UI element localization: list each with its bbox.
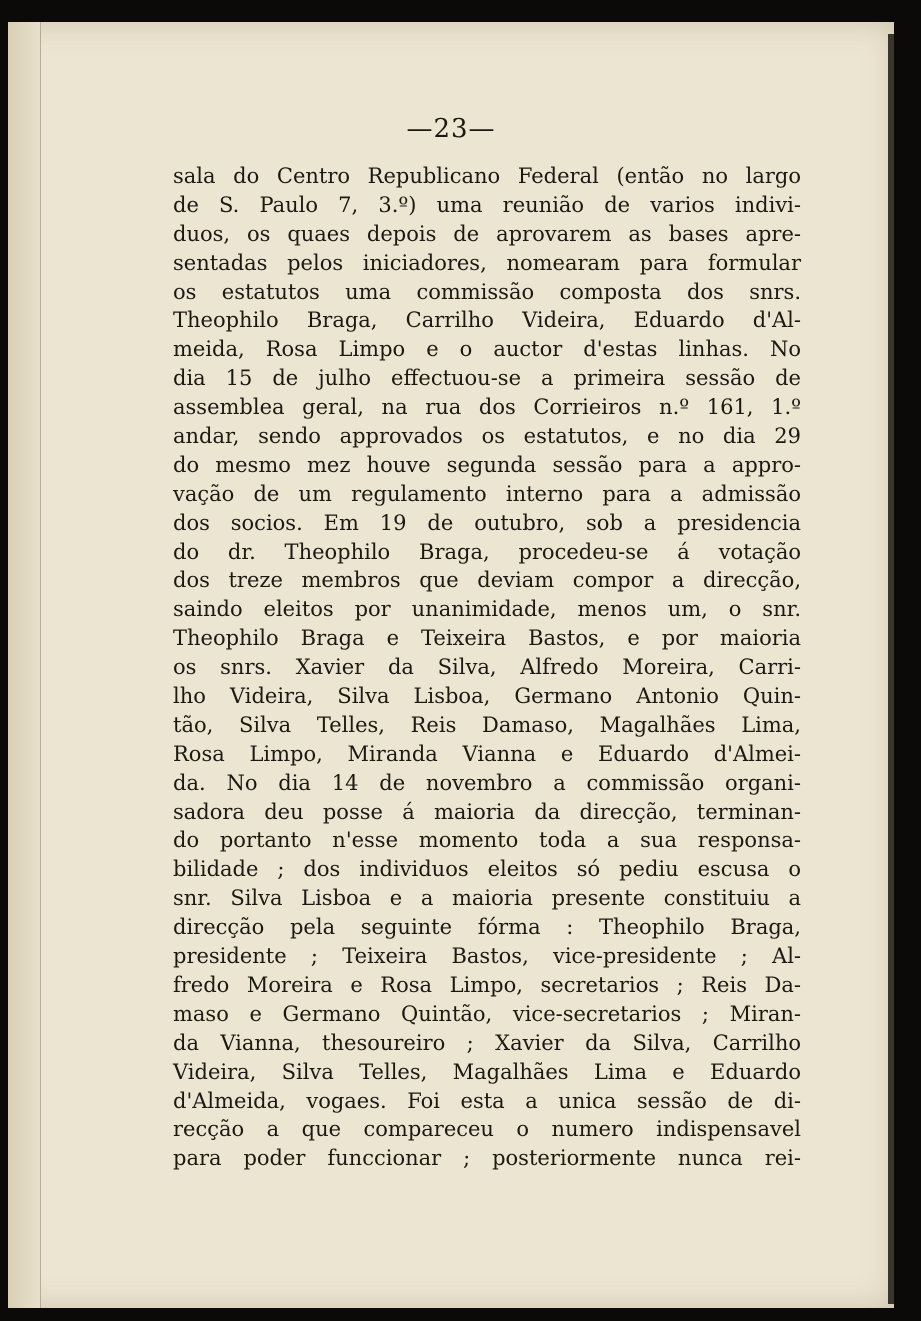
text-line: os estatutos uma commissão composta dos snrs. <box>173 279 801 304</box>
text-line: do mesmo mez houve segunda sessão para a appro- <box>173 452 801 477</box>
text-line: duos, os quaes depois de aprovarem as bases apre- <box>173 221 801 246</box>
text-line: Rosa Limpo, Miranda Vianna e Eduardo d'Almei- <box>173 741 801 766</box>
text-line: assemblea geral, na rua dos Corrieiros n.º 161, 1.º <box>173 395 801 420</box>
text-line: dos socios. Em 19 de outubro, sob a presidencia <box>173 510 801 535</box>
text-line: lho Videira, Silva Lisboa, Germano Antonio Quin- <box>173 684 801 709</box>
text-line: saindo eleitos por unanimidade, menos um, o snr. <box>173 597 801 622</box>
text-line: maso e Germano Quintão, vice-secretarios ; Miran- <box>173 1001 801 1026</box>
text-line: sentadas pelos iniciadores, nomearam para formular <box>173 250 801 275</box>
page-number: —23— <box>406 114 496 144</box>
text-line: sala do Centro Republicano Federal (então no largo <box>173 164 801 188</box>
text-line: recção a que compareceu o numero indispensavel <box>173 1117 801 1142</box>
text-line: para poder funccionar ; posteriormente nunca rei- <box>173 1146 801 1171</box>
text-line: de S. Paulo 7, 3.º) uma reunião de varios indivi- <box>173 192 801 217</box>
text-line: andar, sendo approvados os estatutos, e no dia 29 <box>173 424 801 449</box>
text-line: Videira, Silva Telles, Magalhães Lima e Eduardo <box>173 1059 801 1084</box>
text-line: sadora deu posse á maioria da direcção, terminan- <box>173 799 801 824</box>
text-line: do portanto n'esse momento toda a sua responsa- <box>173 828 801 853</box>
text-line: direcção pela seguinte fórma : Theophilo Braga, <box>173 915 801 940</box>
text-line: vação de um regulamento interno para a admissão <box>173 481 801 506</box>
text-line: d'Almeida, vogaes. Foi esta a unica sessão de di- <box>173 1088 801 1113</box>
text-line: bilidade ; dos individuos eleitos só pediu escusa o <box>173 857 801 882</box>
page-edge-shadow <box>888 34 894 1304</box>
text-line: dia 15 de julho effectuou-se a primeira sessão de <box>173 366 801 391</box>
body-text <box>173 162 801 1173</box>
text-line: do dr. Theophilo Braga, procedeu-se á votação <box>173 539 801 564</box>
text-line: fredo Moreira e Rosa Limpo, secretarios ; Reis Da- <box>173 972 801 997</box>
page-gutter <box>8 22 41 1308</box>
book-page <box>8 22 894 1308</box>
text-line: da. No dia 14 de novembro a commissão organi- <box>173 770 801 795</box>
text-line: os snrs. Xavier da Silva, Alfredo Moreira, Carri- <box>173 655 801 680</box>
text-line: Theophilo Braga e Teixeira Bastos, e por maioria <box>173 626 801 651</box>
text-line: presidente ; Teixeira Bastos, vice-presidente ; Al- <box>173 944 801 969</box>
text-line: meida, Rosa Limpo e o auctor d'estas linhas. No <box>173 337 801 362</box>
text-line: snr. Silva Lisboa e a maioria presente constituiu a <box>173 886 801 911</box>
text-line: dos treze membros que deviam compor a direcção, <box>173 568 801 593</box>
text-line: tão, Silva Telles, Reis Damaso, Magalhães Lima, <box>173 712 801 737</box>
text-line: Theophilo Braga, Carrilho Videira, Eduardo d'Al- <box>173 308 801 333</box>
text-line: da Vianna, thesoureiro ; Xavier da Silva, Carrilho <box>173 1030 801 1055</box>
